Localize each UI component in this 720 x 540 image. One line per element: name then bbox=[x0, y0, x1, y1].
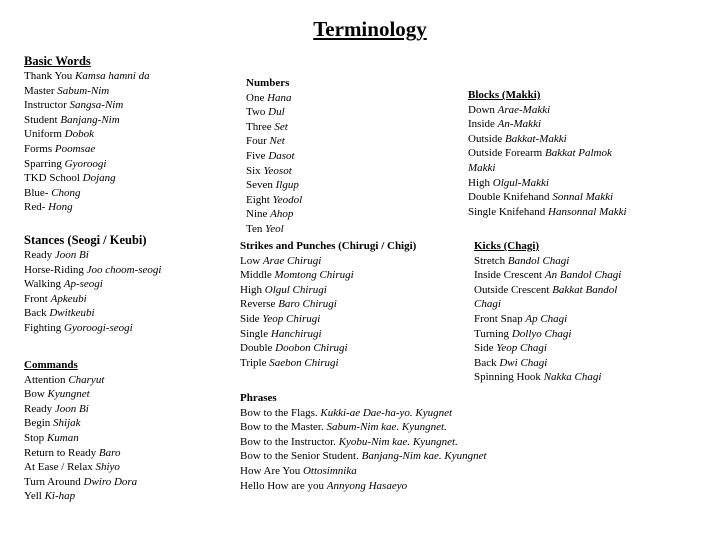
term-korean: Banjang-Nim kae. Kyungnet bbox=[361, 450, 487, 463]
term-korean: Dul bbox=[268, 106, 285, 119]
term-korean: Baro Chirugi bbox=[278, 298, 337, 311]
term-english: Stop bbox=[24, 431, 47, 444]
term-english: One bbox=[246, 91, 268, 104]
blocks-heading: Blocks (Makki) bbox=[468, 89, 541, 101]
term-english: High bbox=[240, 283, 265, 296]
term-korean: Poomsae bbox=[54, 142, 96, 155]
term-row bbox=[240, 479, 487, 494]
term-row bbox=[24, 402, 137, 417]
term-english: Return to Ready bbox=[24, 446, 99, 459]
term-row bbox=[246, 149, 302, 164]
term-row bbox=[246, 207, 302, 222]
term-row bbox=[240, 341, 416, 356]
term-korean: Bakkat Palmok Makki bbox=[468, 147, 612, 174]
term-row bbox=[24, 113, 150, 128]
term-row bbox=[24, 263, 161, 278]
term-english: Double bbox=[240, 342, 276, 355]
term-english: Five bbox=[246, 149, 269, 162]
term-korean: An Bandol Chagi bbox=[544, 269, 622, 282]
term-korean: Ap Chagi bbox=[525, 312, 568, 325]
term-korean: Chong bbox=[51, 186, 81, 199]
term-korean: Dojang bbox=[82, 172, 116, 185]
term-korean: Nakka Chagi bbox=[543, 371, 602, 384]
term-korean: Hanchirugi bbox=[270, 327, 322, 340]
term-row bbox=[24, 292, 161, 307]
term-korean: Dwiro Dora bbox=[83, 475, 138, 488]
term-row bbox=[246, 222, 302, 237]
term-korean: Net bbox=[269, 135, 285, 148]
term-english: Low bbox=[240, 254, 263, 267]
term-row bbox=[240, 268, 416, 283]
phrases-list bbox=[240, 406, 487, 494]
term-row bbox=[24, 69, 150, 84]
term-korean: Ki-hap bbox=[44, 490, 76, 503]
term-english: Horse-Riding bbox=[24, 263, 87, 276]
strikes-list bbox=[240, 254, 416, 371]
term-korean: Bandol Chagi bbox=[507, 254, 570, 267]
term-korean: Kuman bbox=[46, 431, 79, 444]
term-row bbox=[240, 356, 416, 371]
term-korean: Sabum-Nim kae. Kyungnet. bbox=[326, 421, 447, 434]
term-english: Nine bbox=[246, 208, 271, 221]
term-english: Bow to the Master. bbox=[240, 421, 327, 434]
term-korean: Shiyo bbox=[95, 461, 120, 474]
term-row bbox=[474, 268, 639, 283]
term-row bbox=[24, 373, 137, 388]
term-row bbox=[240, 327, 416, 342]
term-korean: Arae-Makki bbox=[497, 103, 551, 116]
term-korean: Joon Bi bbox=[54, 249, 89, 261]
term-english: Four bbox=[246, 135, 270, 148]
term-row bbox=[24, 431, 137, 446]
term-korean: Ilgup bbox=[275, 179, 299, 192]
term-korean: Ap-seogi bbox=[63, 278, 103, 291]
term-english: Inside bbox=[468, 118, 498, 131]
term-row bbox=[246, 91, 302, 106]
page-title: Terminology bbox=[313, 17, 427, 41]
term-korean: Kukki-ae Dae-ha-yo. Kyugnet bbox=[320, 406, 453, 419]
term-korean: Dwi Chagi bbox=[499, 356, 548, 369]
term-row bbox=[24, 127, 150, 142]
term-english: Walking bbox=[24, 278, 64, 291]
term-korean: Apkeubi bbox=[50, 292, 87, 305]
term-korean: Kyobu-Nim kae. Kyungnet. bbox=[338, 435, 458, 448]
kicks-section bbox=[474, 239, 639, 385]
term-english: Seven bbox=[246, 179, 276, 192]
term-row bbox=[240, 297, 416, 312]
term-english: Master bbox=[24, 84, 58, 97]
term-korean: Sonnal Makki bbox=[552, 191, 614, 204]
term-english: Stretch bbox=[474, 254, 508, 267]
term-english: Bow to the Senior Student. bbox=[240, 450, 362, 463]
term-english: Outside bbox=[468, 132, 505, 145]
phrases-section bbox=[240, 391, 487, 493]
term-korean: Dwitkeubi bbox=[49, 307, 95, 320]
term-korean: Kyungnet bbox=[47, 388, 90, 401]
term-row bbox=[24, 306, 161, 321]
phrases-heading: Phrases bbox=[240, 392, 277, 404]
term-row bbox=[24, 277, 161, 292]
term-row bbox=[474, 254, 639, 269]
term-row bbox=[24, 186, 150, 201]
term-english: Ten bbox=[246, 222, 266, 235]
term-korean: Momtong Chirugi bbox=[274, 269, 354, 282]
term-english: Turning bbox=[474, 327, 512, 340]
term-english: Student bbox=[24, 113, 61, 126]
term-row bbox=[240, 312, 416, 327]
term-korean: Shijak bbox=[53, 417, 81, 430]
term-row bbox=[474, 327, 639, 342]
term-english: Blue- bbox=[24, 186, 52, 199]
term-row bbox=[246, 193, 302, 208]
term-row bbox=[24, 171, 150, 186]
term-row bbox=[24, 200, 150, 215]
term-korean: Annyong Hasaeyo bbox=[326, 479, 408, 492]
term-row bbox=[468, 117, 636, 132]
kicks-heading: Kicks (Chagi) bbox=[474, 240, 540, 252]
commands-section bbox=[24, 358, 137, 504]
term-korean: Set bbox=[274, 120, 288, 133]
term-english: Ready bbox=[24, 249, 55, 261]
term-english: Forms bbox=[24, 142, 55, 155]
term-korean: Sabum-Nim bbox=[57, 84, 110, 97]
term-row bbox=[24, 321, 161, 336]
term-english: Six bbox=[246, 164, 264, 177]
term-english: Front bbox=[24, 292, 51, 305]
term-english: Instructor bbox=[24, 99, 70, 112]
term-english: Bow bbox=[24, 388, 48, 401]
term-row bbox=[240, 406, 487, 421]
term-row bbox=[24, 489, 137, 504]
term-korean: Baro bbox=[98, 446, 121, 459]
term-english: Side bbox=[474, 342, 497, 355]
term-korean: Olgul-Makki bbox=[492, 176, 549, 189]
term-row bbox=[24, 84, 150, 99]
term-english: Hello How are you bbox=[240, 479, 327, 492]
term-english: Bow to the Instructor. bbox=[240, 435, 339, 448]
term-row bbox=[240, 420, 487, 435]
term-english: TKD School bbox=[24, 172, 83, 185]
term-row bbox=[24, 446, 137, 461]
term-english: Yell bbox=[24, 490, 45, 503]
term-korean: Yeodol bbox=[272, 193, 303, 206]
term-row bbox=[24, 416, 137, 431]
commands-heading: Commands bbox=[24, 359, 78, 371]
term-korean: Yeop Chirugi bbox=[262, 312, 321, 325]
term-korean: Yeop Chagi bbox=[496, 342, 547, 355]
term-english: Back bbox=[24, 307, 50, 320]
term-english: Eight bbox=[246, 193, 273, 206]
term-english: Spinning Hook bbox=[474, 371, 544, 384]
term-row bbox=[240, 283, 416, 298]
term-row bbox=[24, 387, 137, 402]
term-korean: Dasot bbox=[268, 149, 295, 162]
term-korean: Arae Chirugi bbox=[262, 254, 322, 267]
term-english: Fighting bbox=[24, 321, 65, 334]
term-row bbox=[468, 103, 636, 118]
term-english: Three bbox=[246, 120, 275, 133]
term-korean: Kamsa hamni da bbox=[75, 70, 150, 82]
term-korean: Banjang-Nim bbox=[60, 113, 120, 126]
term-korean: Hansonnal Makki bbox=[548, 205, 627, 218]
term-row bbox=[474, 341, 639, 356]
term-row bbox=[468, 176, 636, 191]
term-english: Uniform bbox=[24, 128, 65, 141]
term-row bbox=[246, 120, 302, 135]
term-row bbox=[24, 142, 150, 157]
term-english: Red- bbox=[24, 201, 49, 214]
term-english: Single Knifehand bbox=[468, 205, 549, 218]
term-english: Bow to the Flags. bbox=[240, 406, 321, 419]
term-korean: Bakkat Bandol Chagi bbox=[474, 283, 618, 311]
term-row bbox=[474, 312, 639, 327]
term-korean: Yeosot bbox=[263, 164, 292, 177]
term-english: Attention bbox=[24, 373, 69, 386]
term-row bbox=[240, 435, 487, 450]
term-korean: Dollyo Chagi bbox=[511, 327, 572, 340]
term-row bbox=[24, 460, 137, 475]
term-row bbox=[246, 134, 302, 149]
term-row bbox=[474, 283, 639, 312]
term-row bbox=[24, 98, 150, 113]
term-korean: Hong bbox=[48, 201, 73, 214]
term-row bbox=[468, 190, 636, 205]
term-english: Begin bbox=[24, 417, 54, 430]
term-korean: Olgul Chirugi bbox=[264, 283, 327, 296]
basic-words-heading: Basic Words bbox=[24, 54, 91, 68]
term-english: Back bbox=[474, 356, 500, 369]
term-korean: Joon Bi bbox=[54, 402, 89, 415]
term-english: Outside Forearm bbox=[468, 147, 545, 160]
term-english: Outside Crescent bbox=[474, 283, 553, 296]
term-english: Middle bbox=[240, 269, 275, 282]
numbers-section bbox=[246, 76, 302, 237]
term-english: How Are You bbox=[240, 464, 303, 477]
kicks-list bbox=[474, 254, 639, 385]
term-korean: Sangsa-Nim bbox=[69, 99, 124, 112]
stances-section bbox=[24, 232, 161, 336]
term-korean: Gyoroogi bbox=[64, 157, 107, 170]
numbers-heading: Numbers bbox=[246, 77, 290, 89]
term-row bbox=[240, 254, 416, 269]
term-korean: Bakkat-Makki bbox=[504, 132, 567, 145]
strikes-section bbox=[240, 239, 416, 370]
term-english: Double Knifehand bbox=[468, 191, 553, 204]
term-english: Down bbox=[468, 103, 498, 116]
term-english: Front Snap bbox=[474, 312, 526, 325]
term-korean: Saebon Chirugi bbox=[269, 356, 339, 369]
term-korean: Ahop bbox=[270, 208, 294, 221]
term-english: Sparring bbox=[24, 157, 65, 170]
numbers-list bbox=[246, 91, 302, 237]
term-row bbox=[246, 105, 302, 120]
term-row bbox=[246, 178, 302, 193]
blocks-section bbox=[468, 88, 636, 219]
term-row bbox=[24, 248, 161, 263]
blocks-list bbox=[468, 103, 636, 220]
term-row bbox=[468, 146, 636, 175]
term-row bbox=[474, 356, 639, 371]
term-english: Inside Crescent bbox=[474, 269, 545, 282]
stances-list bbox=[24, 248, 161, 336]
term-english: Turn Around bbox=[24, 475, 84, 488]
term-row bbox=[24, 157, 150, 172]
term-korean: Charyut bbox=[68, 373, 105, 386]
stances-heading: Stances (Seogi / Keubi) bbox=[24, 233, 147, 247]
term-korean: Yeol bbox=[265, 222, 284, 235]
term-korean: Gyoroogi-seogi bbox=[64, 321, 133, 334]
term-row bbox=[468, 205, 636, 220]
strikes-heading: Strikes and Punches (Chirugi / Chigi) bbox=[240, 240, 417, 252]
term-korean: Dobok bbox=[64, 128, 94, 141]
term-english: Side bbox=[240, 312, 263, 325]
term-english: Single bbox=[240, 327, 271, 340]
term-korean: Hana bbox=[267, 91, 292, 104]
basic-words-list bbox=[24, 69, 150, 215]
term-row bbox=[468, 132, 636, 147]
term-english: High bbox=[468, 176, 493, 189]
term-english: Two bbox=[246, 106, 269, 119]
term-row bbox=[246, 164, 302, 179]
term-row bbox=[240, 449, 487, 464]
term-korean: Ottosimnika bbox=[302, 464, 357, 477]
term-english: At Ease / Relax bbox=[24, 461, 96, 474]
basic-words-section bbox=[24, 53, 150, 215]
term-korean: Doobon Chirugi bbox=[275, 342, 348, 355]
term-english: Ready bbox=[24, 402, 55, 415]
term-english: Reverse bbox=[240, 298, 279, 311]
commands-list bbox=[24, 373, 137, 504]
term-row bbox=[24, 475, 137, 490]
term-english: Triple bbox=[240, 356, 270, 369]
term-row bbox=[474, 370, 639, 385]
term-row bbox=[240, 464, 487, 479]
term-korean: An-Makki bbox=[497, 118, 542, 131]
term-english: Thank You bbox=[24, 70, 76, 82]
term-korean: Joo choom-seogi bbox=[86, 263, 162, 276]
